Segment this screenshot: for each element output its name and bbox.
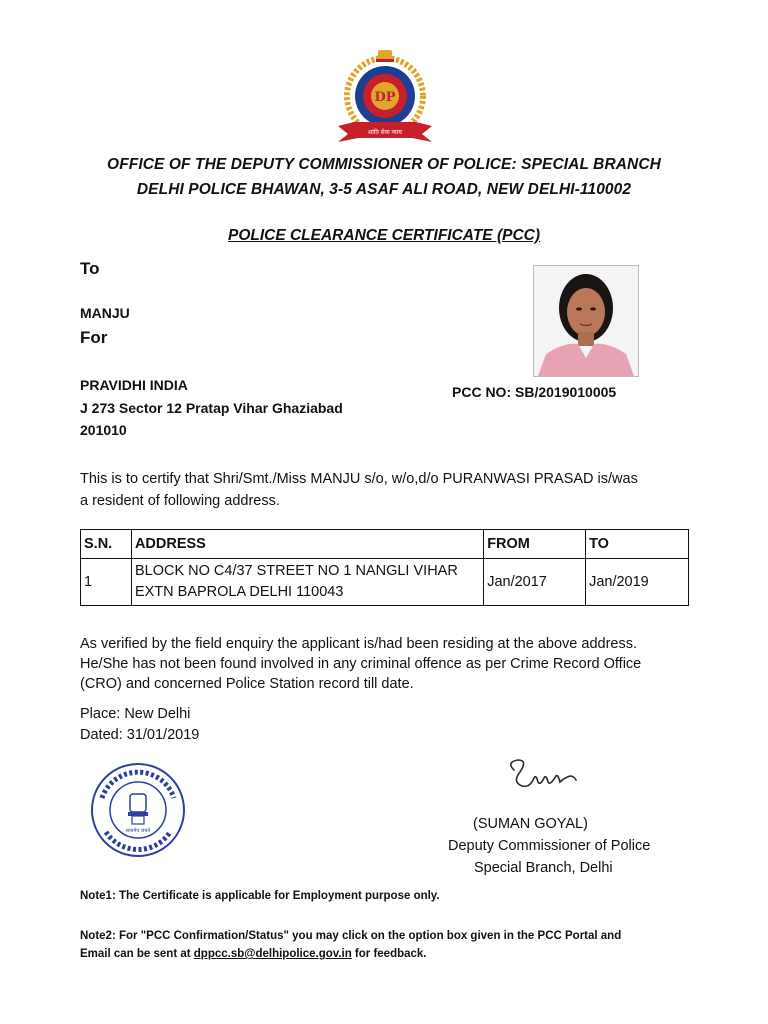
certify-line1: This is to certify that Shri/Smt./Miss MANJU s/o, w/o,d/o PURANWASI PRASAD is/was xyxy=(80,471,638,487)
office-seal-stamp xyxy=(88,758,188,862)
signatory-unit: Special Branch, Delhi xyxy=(474,860,613,876)
verification-line3: (CRO) and concerned Police Station record till date. xyxy=(80,676,414,692)
employer-name: PRAVIDHI INDIA xyxy=(80,377,188,393)
logo-monogram: DP xyxy=(374,90,396,105)
svg-text:सत्यमेव जयते: सत्यमेव जयते xyxy=(125,828,151,834)
employer-address-line1: J 273 Sector 12 Pratap Vihar Ghaziabad xyxy=(80,400,343,416)
cell-from: Jan/2017 xyxy=(484,559,586,606)
logo-ribbon-text: शांति सेवा न्याय xyxy=(368,129,402,136)
header-address: ADDRESS xyxy=(131,530,483,559)
header-to: TO xyxy=(586,530,689,559)
dated: Dated: 31/01/2019 xyxy=(80,727,200,743)
employer-address-line2: 201010 xyxy=(80,422,127,438)
to-label: To xyxy=(80,259,100,278)
table-row xyxy=(81,559,689,606)
signatory-name: (SUMAN GOYAL) xyxy=(473,816,588,832)
feedback-email-link[interactable]: dppcc.sb@delhipolice.gov.in xyxy=(193,948,352,960)
note2-line2-suffix: for feedback. xyxy=(351,948,427,960)
header-sn: S.N. xyxy=(81,530,132,559)
table-header-row xyxy=(81,530,689,559)
address-table xyxy=(80,529,689,606)
note2-line2-prefix: Email can be sent at xyxy=(80,948,194,960)
header-address-line: DELHI POLICE BHAWAN, 3-5 ASAF ALI ROAD, NEW DELHI-110002 xyxy=(136,181,632,198)
cell-address-line2: EXTN BAPROLA DELHI 110043 xyxy=(134,584,344,600)
signatory-designation: Deputy Commissioner of Police xyxy=(448,838,651,854)
recipient-name: MANJU xyxy=(80,305,130,321)
header-from: FROM xyxy=(484,530,586,559)
certificate-title xyxy=(0,227,768,245)
applicant-photo xyxy=(533,265,639,377)
handwritten-signature xyxy=(500,752,590,798)
pcc-number: PCC NO: SB/2019010005 xyxy=(452,384,617,400)
note1: Note1: The Certificate is applicable for Employment purpose only. xyxy=(80,890,440,902)
verification-line2: He/She has not been found involved in any criminal offence as per Crime Record Office xyxy=(80,656,642,672)
verification-line1: As verified by the field enquiry the applicant is/had been residing at the above address. xyxy=(80,636,637,652)
cell-to: Jan/2019 xyxy=(586,559,689,606)
delhi-police-logo xyxy=(332,48,438,144)
header-office-line: OFFICE OF THE DEPUTY COMMISSIONER OF POLICE: SPECIAL BRANCH xyxy=(107,156,661,173)
certificate-title-text: POLICE CLEARANCE CERTIFICATE (PCC) xyxy=(227,227,540,244)
place: Place: New Delhi xyxy=(80,706,191,722)
cell-address xyxy=(131,559,483,606)
certify-line2: a resident of following address. xyxy=(80,493,280,509)
cell-address-line1: BLOCK NO C4/37 STREET NO 1 NANGLI VIHAR xyxy=(134,563,458,579)
cell-sn: 1 xyxy=(81,559,132,606)
note2-line2 xyxy=(80,945,700,963)
note2-line1: Note2: For "PCC Confirmation/Status" you may click on the option box given in the PCC Portal and xyxy=(80,930,622,942)
for-label: For xyxy=(80,328,108,347)
